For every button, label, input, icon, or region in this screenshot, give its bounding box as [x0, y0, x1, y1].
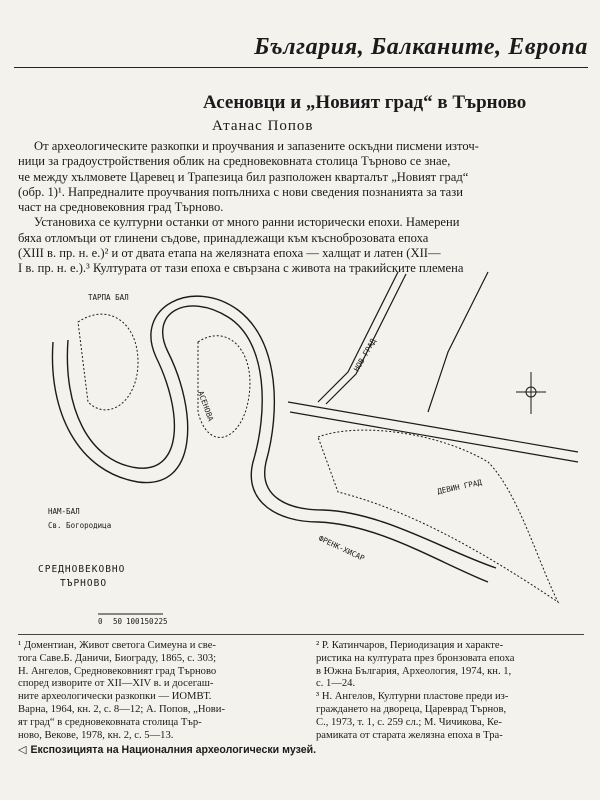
footnote-line: ново, Векове, 1978, кн. 2, с. 5—13. [18, 729, 174, 741]
footnote-line: граждането на двореца, Цареврад Търнов, [316, 703, 507, 715]
footnote-line: ят град“ в средновековната столица Тър- [18, 716, 202, 728]
caption-text: Експозицията на Националния археологически музей. [30, 744, 317, 756]
footnote-line: С., 1973, т. 1, с. 259 сл.; М. Чичикова, Ке- [316, 716, 502, 728]
arrow-left-icon: ◁ [18, 744, 27, 756]
scale-tick: 50 [113, 617, 123, 626]
map-label: АСЕНОВА [196, 389, 216, 423]
footnote-line: рамиката от старата желязна епоха в Тра- [316, 729, 503, 741]
footnote-line: с. 1—24. [316, 678, 356, 690]
body-line: (обр. 1)¹. Напредналите проучвания попълниха с нови сведения познанията за тази [18, 184, 463, 199]
footnote-line: ³ Н. Ангелов, Културни пластове преди из- [316, 691, 509, 703]
footnote-rule [18, 634, 584, 635]
footnote-line: ристика на културата през бронзовата епоха [316, 652, 515, 664]
footnote-line: Н. Ангелов, Средновековният град Търново [18, 665, 217, 677]
hill-outlines [78, 314, 558, 602]
article-title: Асеновци и „Новият град“ в Търново [203, 92, 527, 113]
article-author: Атанас Попов [212, 118, 314, 134]
footnotes-left [18, 640, 303, 742]
footnote-line: ните археологически разкопки — ИОМВТ. [18, 691, 212, 703]
running-header [14, 18, 588, 68]
body-line: бяха отломъци от глинени съдове, принадлежащи към късноброзовата епоха [18, 230, 429, 245]
footnotes-right [316, 640, 586, 742]
body-line: I в. пр. н. е.).³ Културата от тази епоха е свързана с живота на тракийските племена [18, 261, 464, 276]
scale-bar [98, 614, 168, 626]
footnote-line: ¹ Доментиан, Живот светога Симеуна и све- [18, 640, 216, 651]
map-label: ТАРПА БАЛ [88, 293, 129, 302]
body-line: От археологическите разкопки и проучвания и запазените оскъдни писмени източ- [34, 139, 479, 153]
roads [288, 272, 578, 462]
map-label: ДЕВИН ГРАД [436, 477, 483, 496]
body-line: Установиха се културни останки от много ранни исторически епохи. Намерени [34, 215, 460, 230]
scale-tick: 225 [154, 617, 168, 626]
body-line: част на средновековния град Търново. [18, 200, 224, 215]
body-line: ници за градоустройствения облик на средновековната столица Търново се знае, [18, 154, 451, 169]
map-label: НАМ-БАЛ [48, 507, 80, 516]
map-caption: СРЕДНОВЕКОВНО [38, 564, 126, 575]
map-caption: ТЪРНОВО [60, 578, 108, 589]
city-map-figure [18, 262, 584, 630]
body-line: (XIII в. пр. н. е.)² и от двата етапа на желязната епоха — халщат и латен (XII— [18, 246, 441, 261]
scale-tick: 150 [140, 617, 154, 626]
figure-caption [18, 743, 316, 756]
footnote-line: Варна, 1964, кн. 2, с. 8—12; А. Попов, „Нови- [18, 703, 226, 715]
footnote-line: в Южна България, Археология, 1974, кн. 1, [316, 665, 512, 677]
footnote-line: ² Р. Катинчаров, Периодизация и характе- [316, 640, 504, 651]
header-rule [14, 67, 588, 68]
map-label: НОВ ГРАД [351, 337, 378, 373]
map-drawing [18, 262, 584, 630]
body-line: че между хълмовете Царевец и Трапезица бил разположен кварталът „Новият град“ [18, 169, 469, 184]
map-label: Св. Богородица [48, 521, 112, 530]
footnote-line: според изворите от XII—XIV в. и досегаш- [18, 678, 214, 690]
article-body [18, 139, 584, 277]
north-arrow [516, 372, 546, 414]
footnote-line: тога Саве.Б. Даничи, Биограду, 1865, с. 303; [18, 652, 217, 664]
scale-tick: 100 [126, 617, 140, 626]
map-label: ФРЕНК-ХИСАР [317, 533, 366, 563]
series-title: България, Балканите, Европа [254, 34, 588, 60]
scale-tick: 0 [98, 617, 103, 626]
